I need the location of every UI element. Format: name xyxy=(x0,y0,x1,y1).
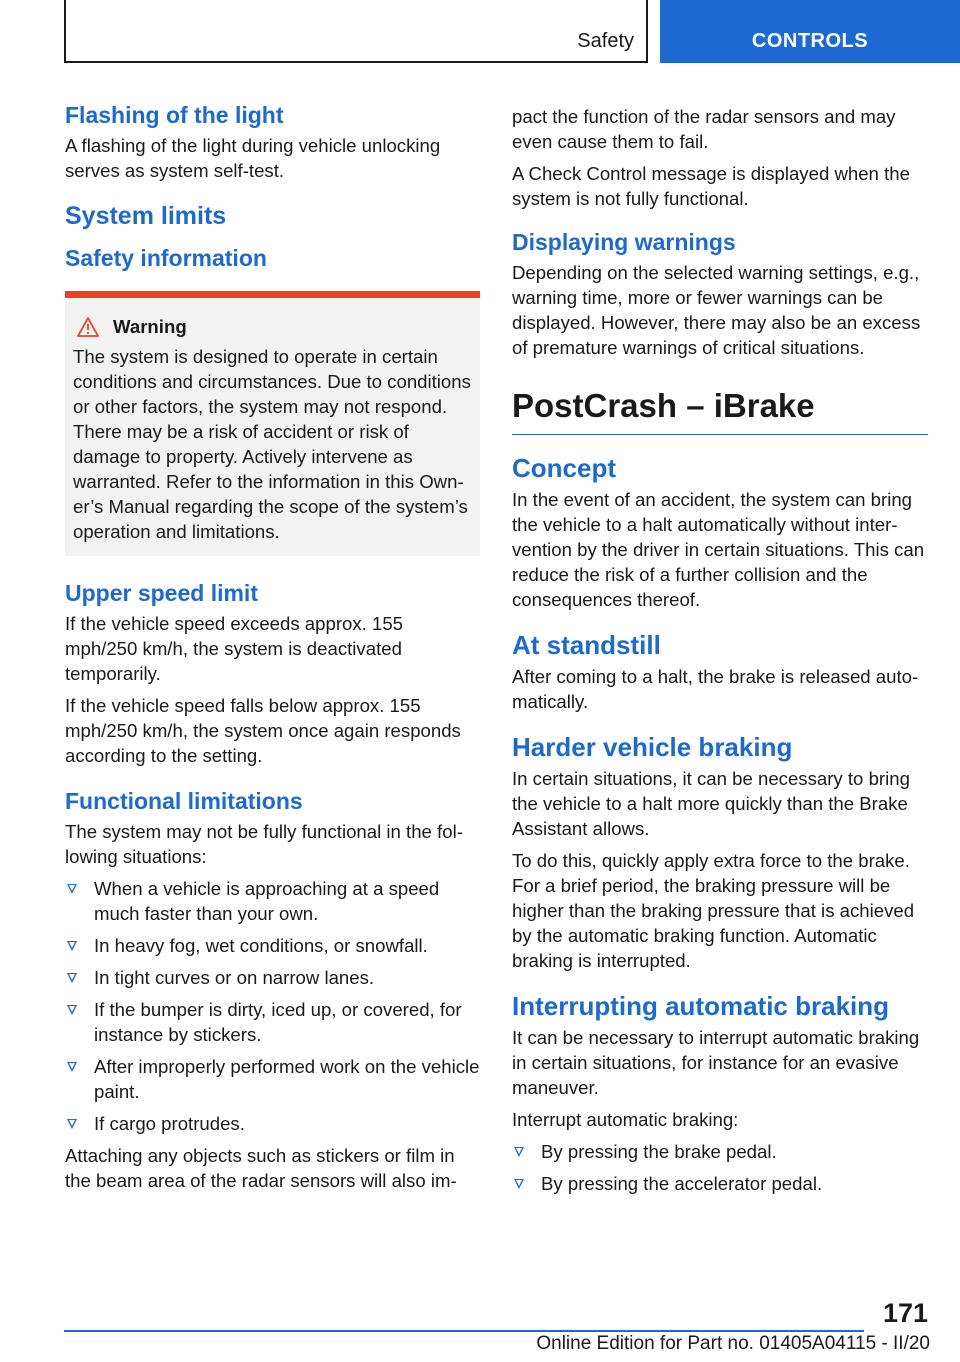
header-chapter-label: CONTROLS xyxy=(751,30,869,52)
functional-intro: The system may not be fully functional in the following situations: xyxy=(65,821,463,867)
interrupting-text-2: Interrupt automatic braking: xyxy=(512,1109,739,1130)
standstill-heading: At standstill xyxy=(512,630,661,660)
displaying-warnings-heading: Displaying warnings xyxy=(512,229,736,255)
list-item-text: In tight curves or on narrow lanes. xyxy=(94,967,375,988)
warning-box xyxy=(65,291,480,556)
bullet-triangle-icon xyxy=(514,1147,524,1157)
warning-title: Warning xyxy=(113,316,187,337)
bullet-triangle-icon xyxy=(67,1005,77,1015)
standstill-text: After coming to a halt, the brake is released automatically. xyxy=(512,666,919,712)
safety-info-heading: Safety information xyxy=(65,245,267,271)
check-control-text: A Check Control message is displayed when the system is not fully functional. xyxy=(512,163,910,209)
displaying-warnings-text: Depending on the selected warning settings, e.g., warning time, more or fewer warnings can be displayed. However, there may also be an excess of premature warnings of critical situations. xyxy=(512,262,921,358)
concept-heading: Concept xyxy=(512,453,616,483)
right-column xyxy=(512,100,928,1203)
list-item-text: By pressing the accelerator pedal. xyxy=(541,1173,823,1194)
upper-speed-heading: Upper speed limit xyxy=(65,580,258,606)
upper-speed-text-2: If the vehicle speed falls below approx. 155 mph/250 km/h, the system once again responds according to the setting. xyxy=(65,695,461,766)
list-item xyxy=(512,1139,928,1164)
list-item-text: In heavy fog, wet conditions, or snowfall. xyxy=(94,935,428,956)
functional-list xyxy=(65,876,480,1136)
functional-heading: Functional limitations xyxy=(65,788,303,814)
list-item xyxy=(65,997,480,1047)
bullet-triangle-icon xyxy=(67,973,77,983)
list-item xyxy=(65,876,480,926)
warning-triangle-icon xyxy=(77,317,99,337)
list-item xyxy=(512,1171,928,1196)
warning-text: The system is designed to operate in certain conditions and circumstances. Due to conditions or other factors, the system may not respond. There may be a risk of accident or risk of damage to property. Actively intervene as warranted. Refer to the information in this Owner’s Manual regarding the scope of the system’s operation and limitations. xyxy=(73,346,471,542)
warning-title-row xyxy=(73,316,472,338)
list-item-text: After improperly performed work on the vehicle paint. xyxy=(94,1056,480,1102)
list-item xyxy=(65,1111,480,1136)
left-column xyxy=(65,100,480,1200)
interrupting-list xyxy=(512,1139,928,1196)
header-section-label: Safety xyxy=(577,30,634,52)
system-limits-heading: System limits xyxy=(65,202,227,230)
flashing-text: A flashing of the light during vehicle unlocking serves as system self-test. xyxy=(65,135,441,181)
page-number: 171 xyxy=(882,1298,928,1328)
list-item xyxy=(65,965,480,990)
continued-text: pact the function of the radar sensors and may even cause them to fail. xyxy=(512,106,896,152)
harder-braking-text-1: In certain situations, it can be necessary to bring the vehicle to a halt more quickly than the Brake Assistant allows. xyxy=(512,768,910,839)
flashing-heading: Flashing of the light xyxy=(65,102,284,128)
list-item-text: If the bumper is dirty, iced up, or covered, for instance by stickers. xyxy=(94,999,462,1045)
harder-braking-text-2: To do this, quickly apply extra force to the brake. For a brief period, the braking pressure will be higher than the braking pressure that is achieved by the automatic braking function. Automatic braking is interrupted. xyxy=(512,850,915,971)
bullet-triangle-icon xyxy=(514,1179,524,1189)
list-item xyxy=(65,1054,480,1104)
bullet-triangle-icon xyxy=(67,941,77,951)
bullet-triangle-icon xyxy=(67,1062,77,1072)
footer-divider xyxy=(64,1330,864,1332)
list-item-text: If cargo protrudes. xyxy=(94,1113,245,1134)
bullet-triangle-icon xyxy=(67,884,77,894)
header-section-box xyxy=(64,0,648,63)
concept-text: In the event of an accident, the system can bring the vehicle to a halt automatically without intervention by the driver in certain situations. This can reduce the risk of a further collision and the consequences thereof. xyxy=(512,489,925,610)
footer-edition: Online Edition for Part no. 01405A04115 - II/20 xyxy=(536,1333,930,1354)
upper-speed-text-1: If the vehicle speed exceeds approx. 155 mph/250 km/h, the system is deactivated temporarily. xyxy=(65,613,404,684)
bullet-triangle-icon xyxy=(67,1119,77,1129)
header-chapter-tab[interactable] xyxy=(660,0,960,63)
interrupting-text-1: It can be necessary to interrupt automatic braking in certain situations, for instance for an evasive maneuver. xyxy=(512,1027,920,1098)
harder-braking-heading: Harder vehicle braking xyxy=(512,732,793,762)
list-item-text: When a vehicle is approaching at a speed much faster than your own. xyxy=(94,878,440,924)
postcrash-heading: PostCrash – iBrake xyxy=(512,386,928,435)
list-item xyxy=(65,933,480,958)
list-item-text: By pressing the brake pedal. xyxy=(541,1141,777,1162)
attaching-text: Attaching any objects such as stickers or film in the beam area of the radar sensors will also im- xyxy=(65,1145,457,1191)
interrupting-heading: Interrupting automatic braking xyxy=(512,991,890,1021)
